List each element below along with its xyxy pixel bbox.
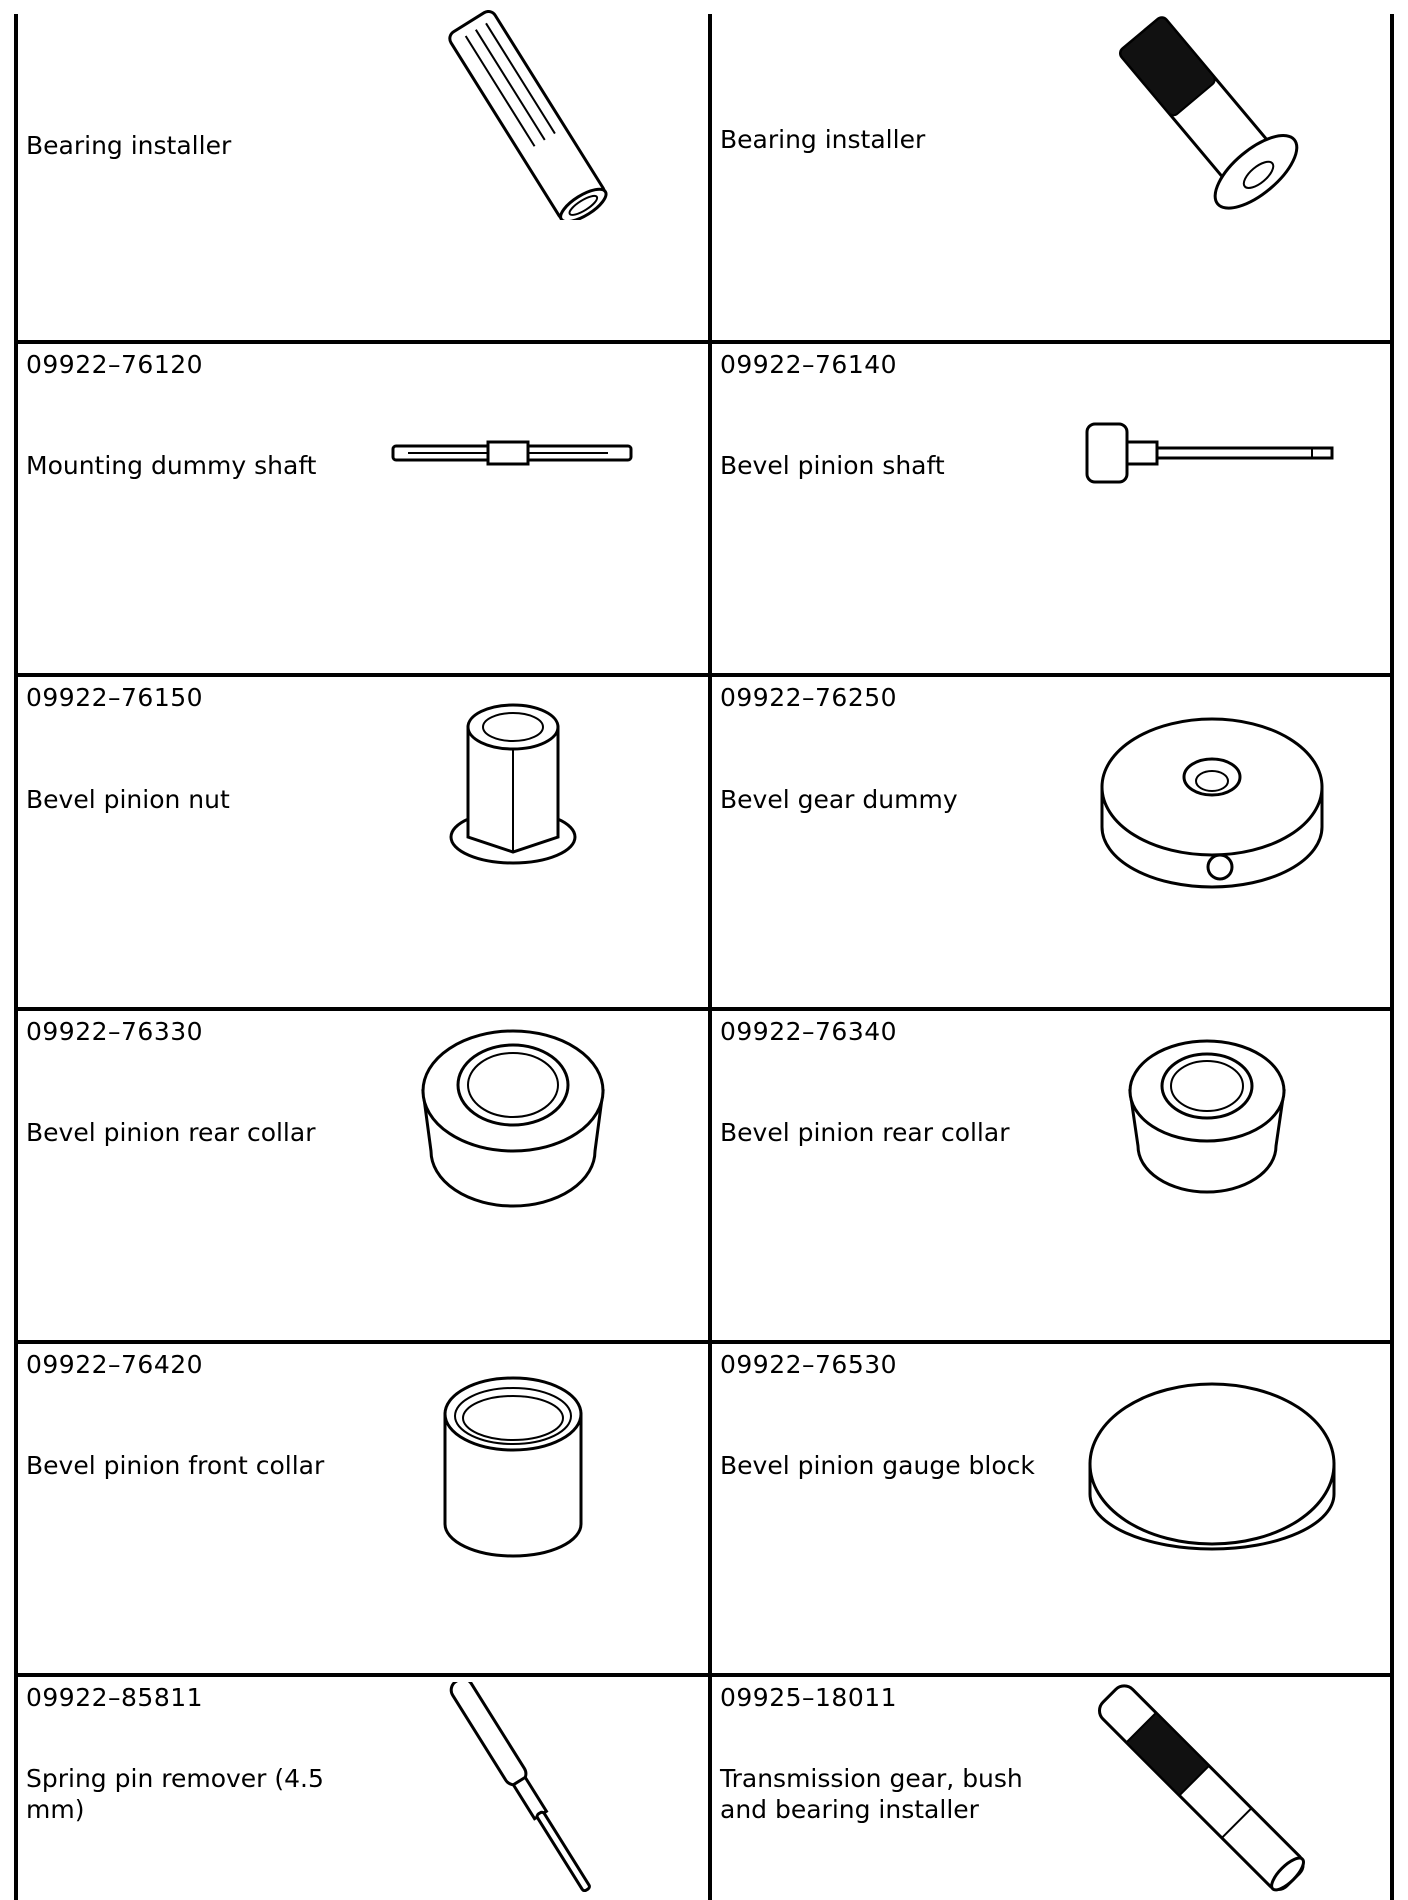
part-number: 09922–76250 xyxy=(720,683,898,712)
table-cell xyxy=(712,1011,1390,1340)
tool-name: Bevel gear dummy xyxy=(720,785,958,814)
tool-name: Bearing installer xyxy=(26,131,232,160)
part-number: 09922–76140 xyxy=(720,350,898,379)
table-cell xyxy=(18,677,708,1007)
pin-punch-icon xyxy=(398,1682,648,1892)
table-cell xyxy=(712,1677,1390,1900)
table-cell xyxy=(18,1677,708,1900)
tool-name: Bevel pinion nut xyxy=(26,785,230,814)
table-cell xyxy=(712,0,1390,340)
part-number: 09922–76340 xyxy=(720,1017,898,1046)
part-number: 09922–76120 xyxy=(26,350,204,379)
collar-small-icon xyxy=(1122,1036,1292,1206)
gear-dummy-disc-icon xyxy=(1092,707,1332,907)
table-cell xyxy=(18,344,708,673)
collar-icon xyxy=(413,1021,613,1221)
tool-name: Bevel pinion rear collar xyxy=(26,1118,316,1147)
part-number: 09922–85811 xyxy=(26,1683,204,1712)
part-number: 09922–76530 xyxy=(720,1350,898,1379)
tool-name: Bevel pinion shaft xyxy=(720,451,945,480)
table-cell xyxy=(18,0,708,340)
tube-installer-icon xyxy=(408,10,648,220)
table-cell xyxy=(18,1344,708,1673)
table-border-right xyxy=(1390,14,1394,1900)
knurled-installer-icon xyxy=(1072,1682,1332,1892)
tool-name: Transmission gear, bush and bearing installer xyxy=(720,1764,1023,1824)
flanged-installer-icon xyxy=(1082,15,1332,215)
tool-name: Mounting dummy shaft xyxy=(26,451,317,480)
tool-name: Bearing installer xyxy=(720,125,926,154)
pinion-shaft-icon xyxy=(1082,414,1342,494)
table-cell xyxy=(18,1011,708,1340)
dummy-shaft-icon xyxy=(388,434,638,474)
part-number: 09922–76420 xyxy=(26,1350,204,1379)
table-cell xyxy=(712,677,1390,1007)
tool-name: Bevel pinion rear collar xyxy=(720,1118,1010,1147)
table-cell xyxy=(712,344,1390,673)
front-collar-icon xyxy=(433,1364,593,1564)
tool-name: Spring pin remover (4.5 mm) xyxy=(26,1764,324,1824)
part-number: 09922–76150 xyxy=(26,683,204,712)
table-cell xyxy=(712,1344,1390,1673)
part-number: 09922–76330 xyxy=(26,1017,204,1046)
tool-name: Bevel pinion front collar xyxy=(26,1451,325,1480)
tool-name: Bevel pinion gauge block xyxy=(720,1451,1035,1480)
hex-nut-icon xyxy=(438,687,588,877)
gauge-block-icon xyxy=(1082,1369,1342,1569)
part-number: 09925–18011 xyxy=(720,1683,898,1712)
